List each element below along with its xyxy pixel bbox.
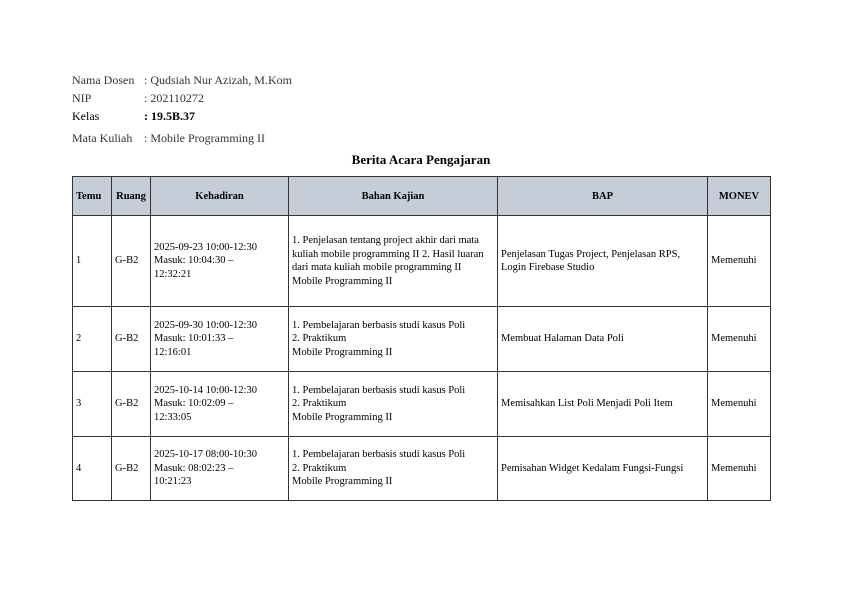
cell-ruang: G-B2	[112, 216, 151, 307]
column-header-temu: Temu	[73, 177, 112, 216]
info-row-mata-kuliah	[72, 129, 292, 147]
lecturer-info	[72, 71, 292, 147]
cell-temu: 2	[73, 307, 112, 372]
cell-kehadiran: 2025-09-30 10:00-12:30 Masuk: 10:01:33 – 12:16:01	[151, 307, 289, 372]
info-row-nama-dosen	[72, 71, 292, 89]
column-header-kehadiran: Kehadiran	[151, 177, 289, 216]
cell-bahan-kajian: 1. Pembelajaran berbasis studi kasus Poli 2. Praktikum Mobile Programming II	[289, 307, 498, 372]
cell-ruang: G-B2	[112, 372, 151, 437]
cell-bahan-kajian: 1. Pembelajaran berbasis studi kasus Poli 2. Praktikum Mobile Programming II	[289, 437, 498, 501]
table-row	[73, 216, 771, 307]
column-header-ruang: Ruang	[112, 177, 151, 216]
cell-temu: 4	[73, 437, 112, 501]
cell-monev: Memenuhi	[708, 437, 771, 501]
table-header-row	[73, 177, 771, 216]
cell-monev: Memenuhi	[708, 307, 771, 372]
info-row-kelas	[72, 107, 292, 125]
column-header-bahan-kajian: Bahan Kajian	[289, 177, 498, 216]
cell-bap: Penjelasan Tugas Project, Penjelasan RPS, Login Firebase Studio	[498, 216, 708, 307]
cell-bap: Membuat Halaman Data Poli	[498, 307, 708, 372]
cell-kehadiran: 2025-09-23 10:00-12:30 Masuk: 10:04:30 – 12:32:21	[151, 216, 289, 307]
info-value: : 202110272	[144, 91, 204, 105]
cell-bahan-kajian: 1. Pembelajaran berbasis studi kasus Poli 2. Praktikum Mobile Programming II	[289, 372, 498, 437]
info-label: Mata Kuliah	[72, 131, 133, 145]
info-label: Kelas	[72, 109, 100, 123]
cell-bahan-kajian: 1. Penjelasan tentang project akhir dari mata kuliah mobile programming II 2. Hasil luaran dari mata kuliah mobile programming II Mobile Programming II	[289, 216, 498, 307]
info-value: : Mobile Programming II	[144, 131, 265, 145]
cell-bap: Pemisahan Widget Kedalam Fungsi-Fungsi	[498, 437, 708, 501]
table-row	[73, 307, 771, 372]
info-label: NIP	[72, 91, 92, 105]
table-row	[73, 437, 771, 501]
column-header-bap: BAP	[498, 177, 708, 216]
column-header-monev: MONEV	[708, 177, 771, 216]
cell-bap: Memisahkan List Poli Menjadi Poli Item	[498, 372, 708, 437]
table-row	[73, 372, 771, 437]
cell-monev: Memenuhi	[708, 216, 771, 307]
cell-monev: Memenuhi	[708, 372, 771, 437]
cell-ruang: G-B2	[112, 437, 151, 501]
cell-temu: 3	[73, 372, 112, 437]
cell-temu: 1	[73, 216, 112, 307]
cell-kehadiran: 2025-10-14 10:00-12:30 Masuk: 10:02:09 – 12:33:05	[151, 372, 289, 437]
info-value: : 19.5B.37	[144, 109, 195, 123]
cell-kehadiran: 2025-10-17 08:00-10:30 Masuk: 08:02:23 – 10:21:23	[151, 437, 289, 501]
teaching-report-table	[72, 176, 771, 501]
info-row-nip	[72, 89, 292, 107]
page-title: Berita Acara Pengajaran	[351, 152, 491, 167]
info-label: Nama Dosen	[72, 73, 135, 87]
info-value: : Qudsiah Nur Azizah, M.Kom	[144, 73, 292, 87]
cell-ruang: G-B2	[112, 307, 151, 372]
